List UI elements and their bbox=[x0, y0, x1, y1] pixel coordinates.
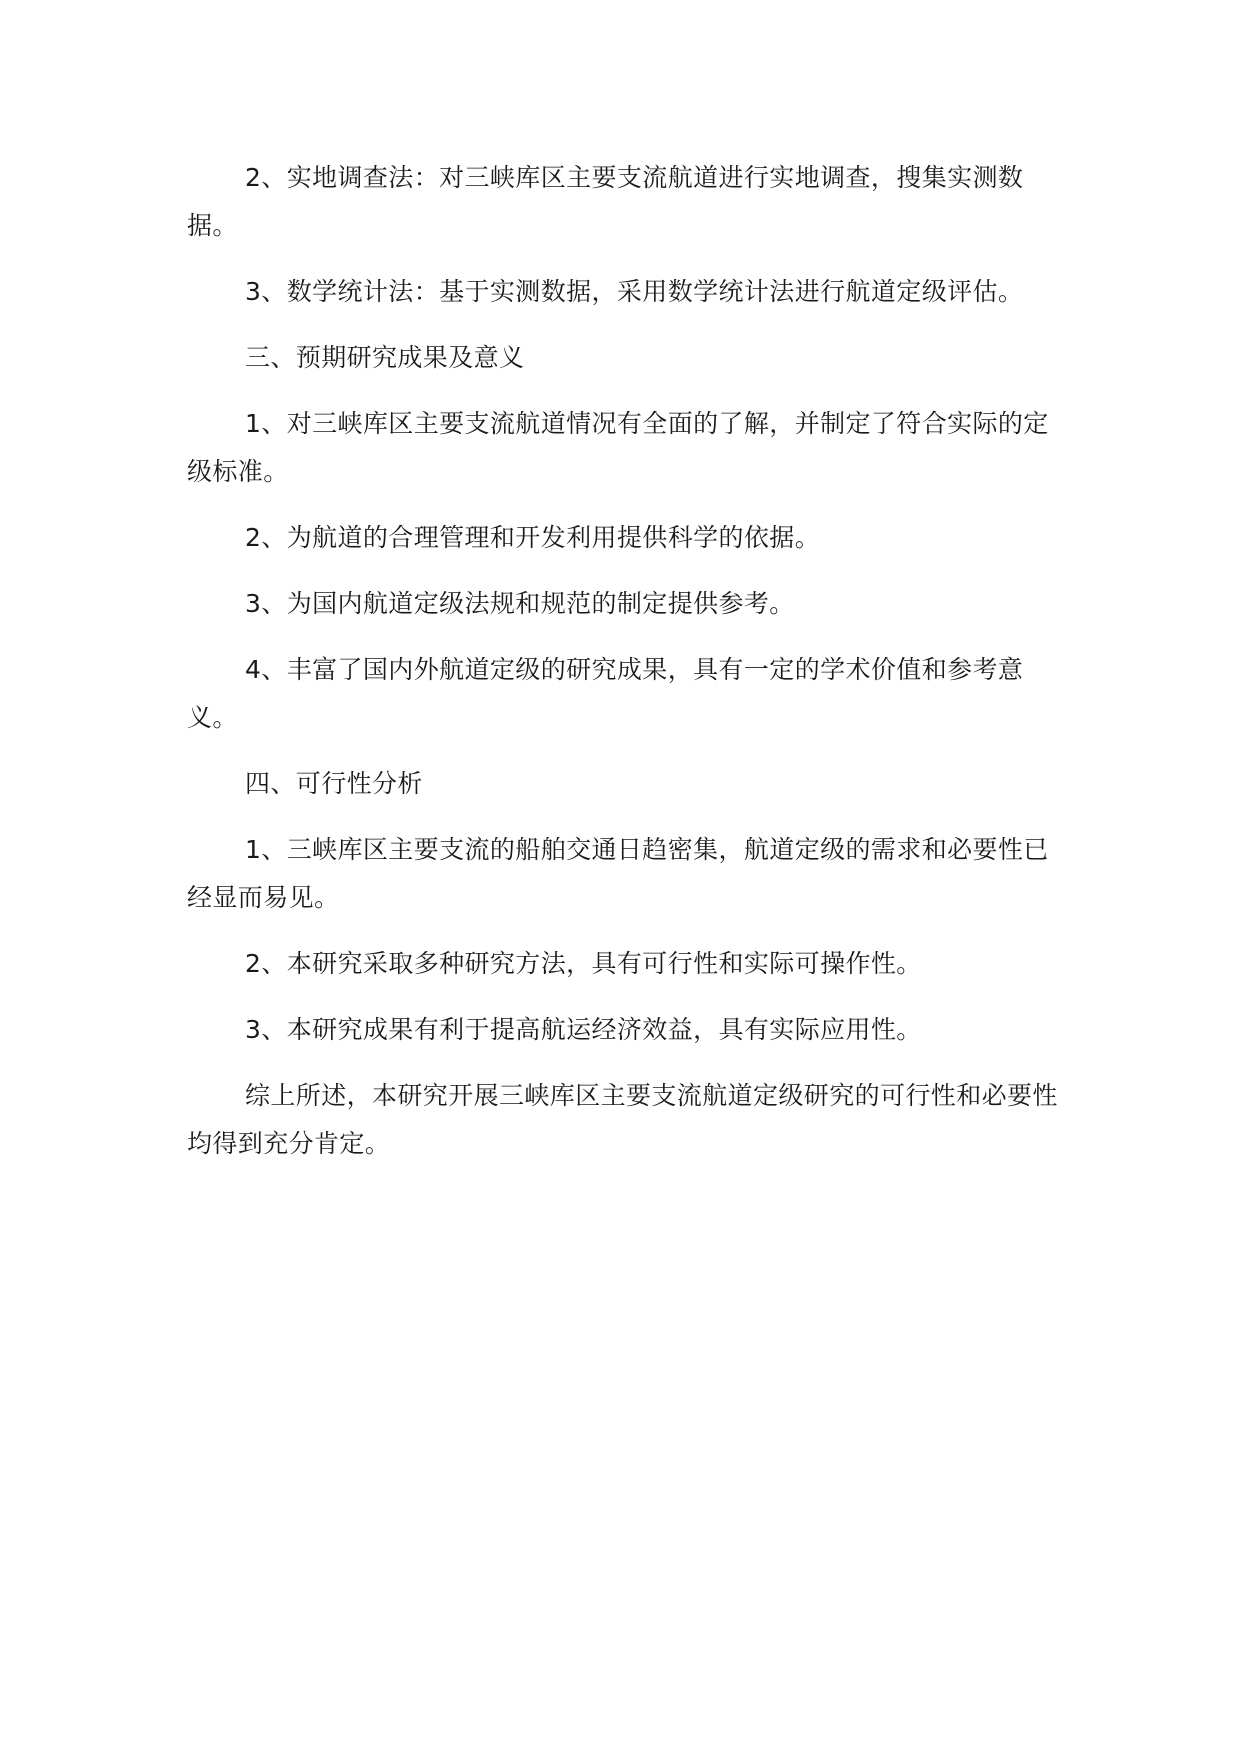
paragraph-result-4: 4、丰富了国内外航道定级的研究成果，具有一定的学术价值和参考意义。 bbox=[187, 655, 1024, 732]
paragraph-feasibility-3: 3、本研究成果有利于提高航运经济效益，具有实际应用性。 bbox=[245, 1015, 922, 1044]
section-heading-expected-results: 三、预期研究成果及意义 bbox=[245, 343, 525, 372]
paragraph-conclusion: 综上所述，本研究开展三峡库区主要支流航道定级研究的可行性和必要性均得到充分肯定。 bbox=[187, 1081, 1058, 1158]
paragraph-result-1: 1、对三峡库区主要支流航道情况有全面的了解，并制定了符合实际的定级标准。 bbox=[187, 409, 1049, 486]
paragraph-feasibility-2: 2、本研究采取多种研究方法，具有可行性和实际可操作性。 bbox=[245, 949, 922, 978]
paragraph-result-3: 3、为国内航道定级法规和规范的制定提供参考。 bbox=[245, 589, 795, 618]
section-heading-feasibility: 四、可行性分析 bbox=[245, 769, 423, 798]
paragraph-result-2: 2、为航道的合理管理和开发利用提供科学的依据。 bbox=[245, 523, 821, 552]
paragraph-method-field-survey: 2、实地调查法：对三峡库区主要支流航道进行实地调查，搜集实测数据。 bbox=[187, 163, 1024, 240]
paragraph-feasibility-1: 1、三峡库区主要支流的船舶交通日趋密集，航道定级的需求和必要性已经显而易见。 bbox=[187, 835, 1049, 912]
document-body bbox=[187, 154, 1067, 1168]
paragraph-method-statistics: 3、数学统计法：基于实测数据，采用数学统计法进行航道定级评估。 bbox=[245, 277, 1024, 306]
